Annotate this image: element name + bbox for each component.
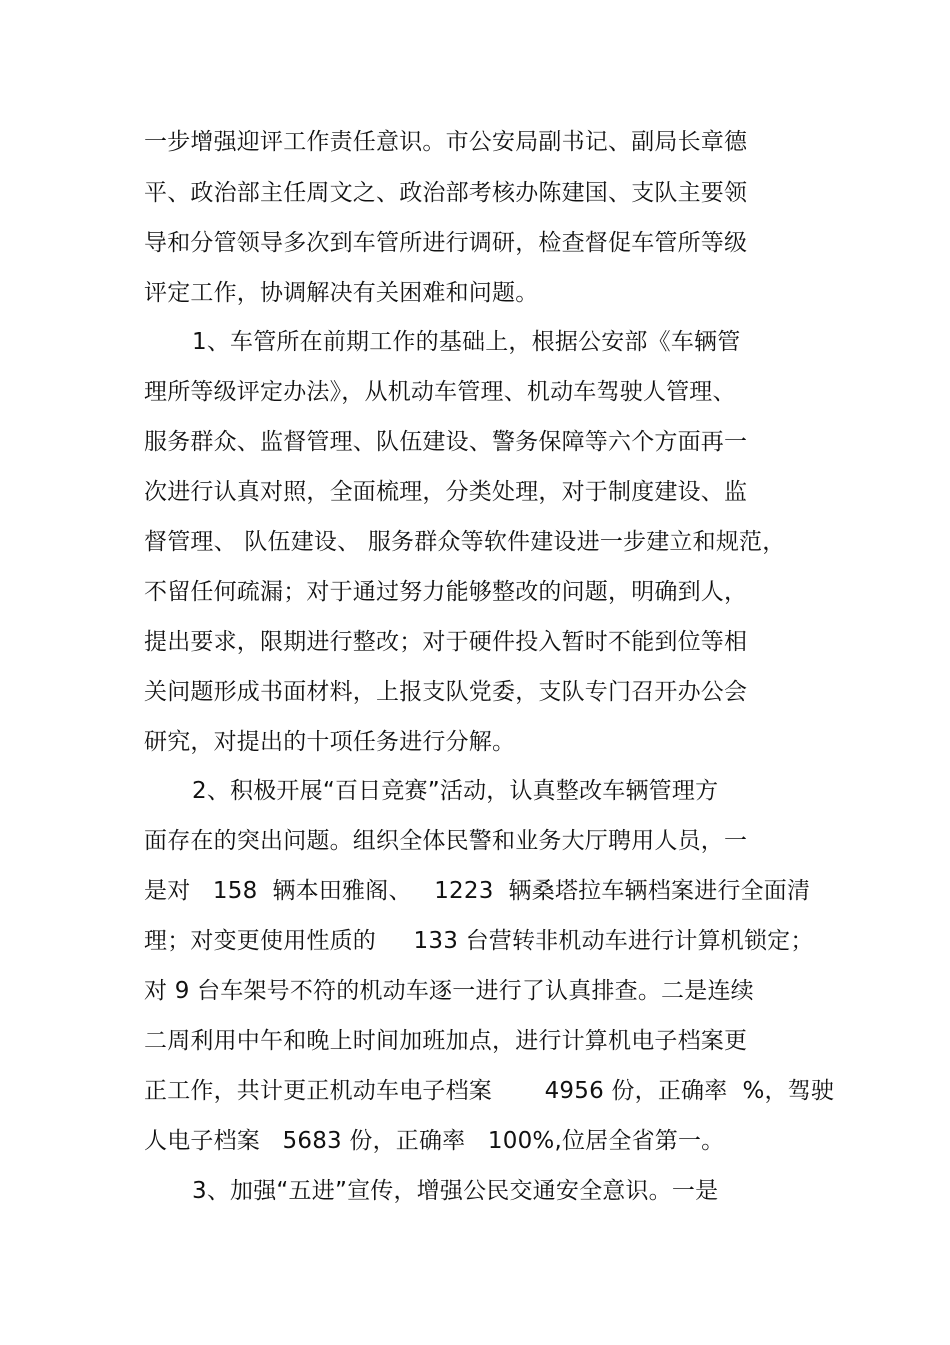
paragraph-3-start: 3、加强“五进”宣传，增强公民交通安全意识。一是 [192, 1178, 719, 1204]
text-line: 评定工作，协调解决有关困难和问题。 [144, 280, 539, 306]
text-line: 理；对变更使用性质的 133 台营转非机动车进行计算机锁定； [144, 928, 814, 954]
text-line: 对 9 台车架号不符的机动车逐一进行了认真排查。二是连续 [144, 978, 754, 1004]
text-line: 提出要求，限期进行整改；对于硬件投入暂时不能到位等相 [144, 629, 748, 655]
text-line: 研究，对提出的十项任务进行分解。 [144, 729, 516, 755]
text-line: 督管理、 队伍建设、 服务群众等软件建设进一步建立和规范， [144, 529, 786, 555]
text-line: 人电子档案 5683 份，正确率 100%,位居全省第一。 [144, 1128, 725, 1154]
text-line: 二周利用中午和晚上时间加班加点，进行计算机电子档案更 [144, 1028, 748, 1054]
paragraph-2-start: 2、积极开展“百日竞赛”活动，认真整改车辆管理方 [192, 778, 719, 804]
text-line: 是对 158 辆本田雅阁、 1223 辆桑塔拉车辆档案进行全面清 [144, 878, 811, 904]
text-line: 关问题形成书面材料，上报支队党委，支队专门召开办公会 [144, 679, 748, 705]
text-line: 一步增强迎评工作责任意识。市公安局副书记、副局长章德 [144, 129, 748, 155]
text-line: 正工作，共计更正机动车电子档案 4956 份，正确率 %，驾驶 [144, 1078, 835, 1104]
text-line: 次进行认真对照，全面梳理，分类处理，对于制度建设、监 [144, 479, 748, 505]
text-line: 平、政治部主任周文之、政治部考核办陈建国、支队主要领 [144, 180, 748, 206]
text-line: 导和分管领导多次到车管所进行调研，检查督促车管所等级 [144, 230, 748, 256]
text-line: 理所等级评定办法》，从机动车管理、机动车驾驶人管理、 [144, 379, 736, 405]
text-line: 面存在的突出问题。组织全体民警和业务大厅聘用人员，一 [144, 828, 748, 854]
paragraph-1-start: 1、车管所在前期工作的基础上，根据公安部《车辆管 [192, 329, 741, 355]
text-line: 服务群众、监督管理、队伍建设、警务保障等六个方面再一 [144, 429, 748, 455]
text-line: 不留任何疏漏；对于通过努力能够整改的问题，明确到人， [144, 579, 748, 605]
